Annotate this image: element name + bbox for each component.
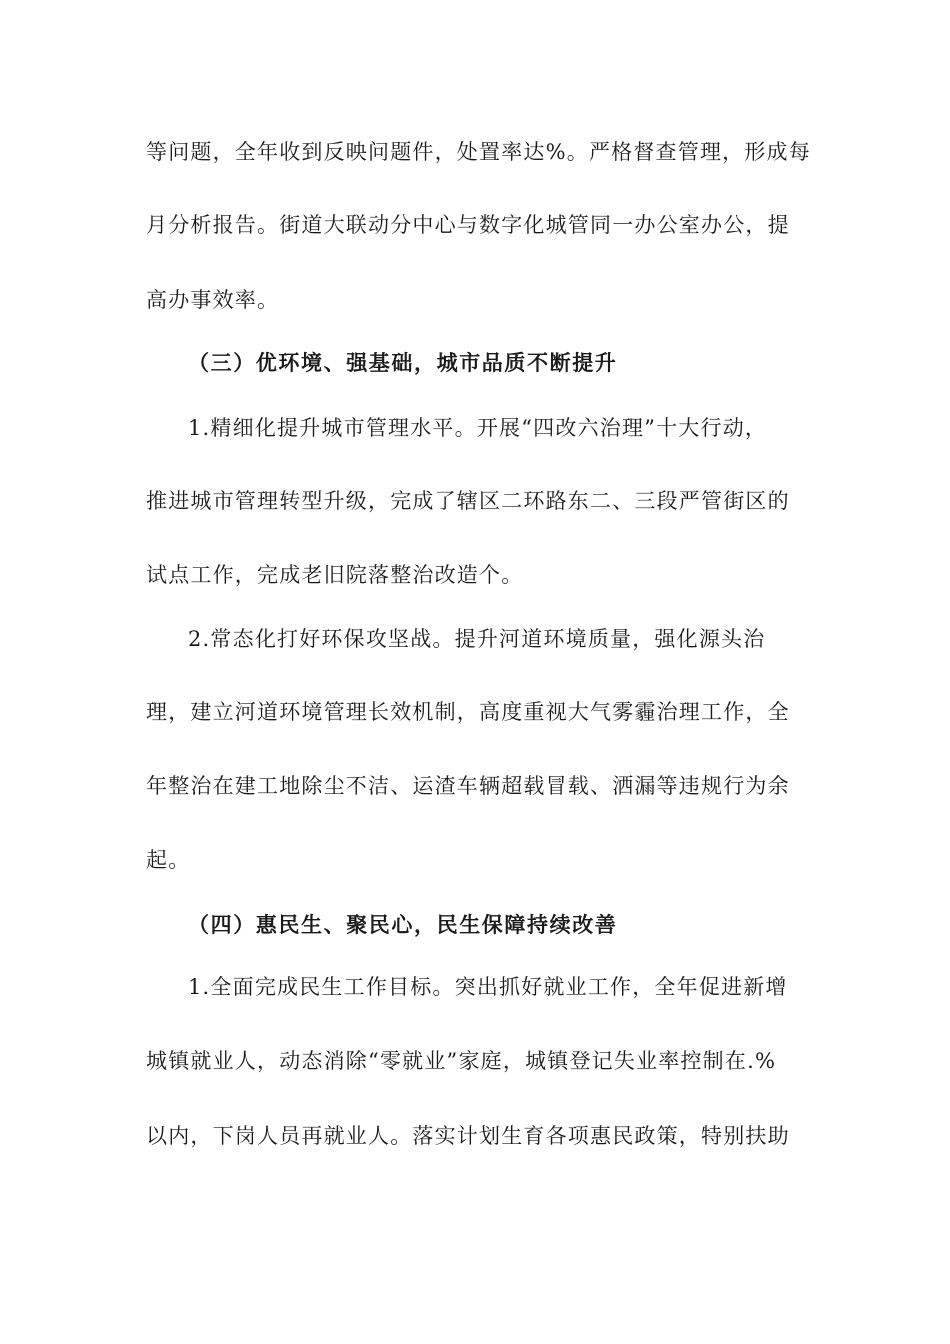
paragraph-first-line: 1.全面完成民生工作目标。突出抓好就业工作，全年促进新增 [188, 975, 788, 999]
body-text-line: 以内，下岗人员再就业人。落实计划生育各项惠民政策，特别扶助 [146, 1124, 790, 1148]
section-heading-3: （三）优环境、强基础，城市品质不断提升 [188, 351, 618, 375]
body-text-line: 推进城市管理转型升级，完成了辖区二环路东二、三段严管街区的 [146, 489, 790, 513]
section-heading-4: （四）惠民生、聚民心，民生保障持续改善 [188, 913, 618, 937]
paragraph-first-line: 1.精细化提升城市管理水平。开展“四改六治理”十大行动， [188, 416, 768, 440]
body-text-line: 等问题，全年收到反映问题件，处置率达%。严格督查管理，形成每 [146, 140, 811, 164]
body-text-line: 高办事效率。 [146, 288, 280, 312]
paragraph-first-line: 2.常态化打好环保攻坚战。提升河道环境质量，强化源头治 [188, 627, 766, 651]
body-text-line: 试点工作，完成老旧院落整治改造个。 [146, 563, 524, 587]
body-text-line: 理，建立河道环境管理长效机制，高度重视大气雾霾治理工作，全 [146, 700, 790, 724]
body-text-line: 起。 [146, 848, 191, 872]
body-text-line: 月分析报告。街道大联动分中心与数字化城管同一办公室办公，提 [146, 213, 790, 237]
body-text-line: 城镇就业人，动态消除“零就业”家庭，城镇登记失业率控制在.% [146, 1049, 777, 1073]
body-text-line: 年整治在建工地除尘不洁、运渣车辆超载冒载、洒漏等违规行为余 [146, 774, 790, 798]
